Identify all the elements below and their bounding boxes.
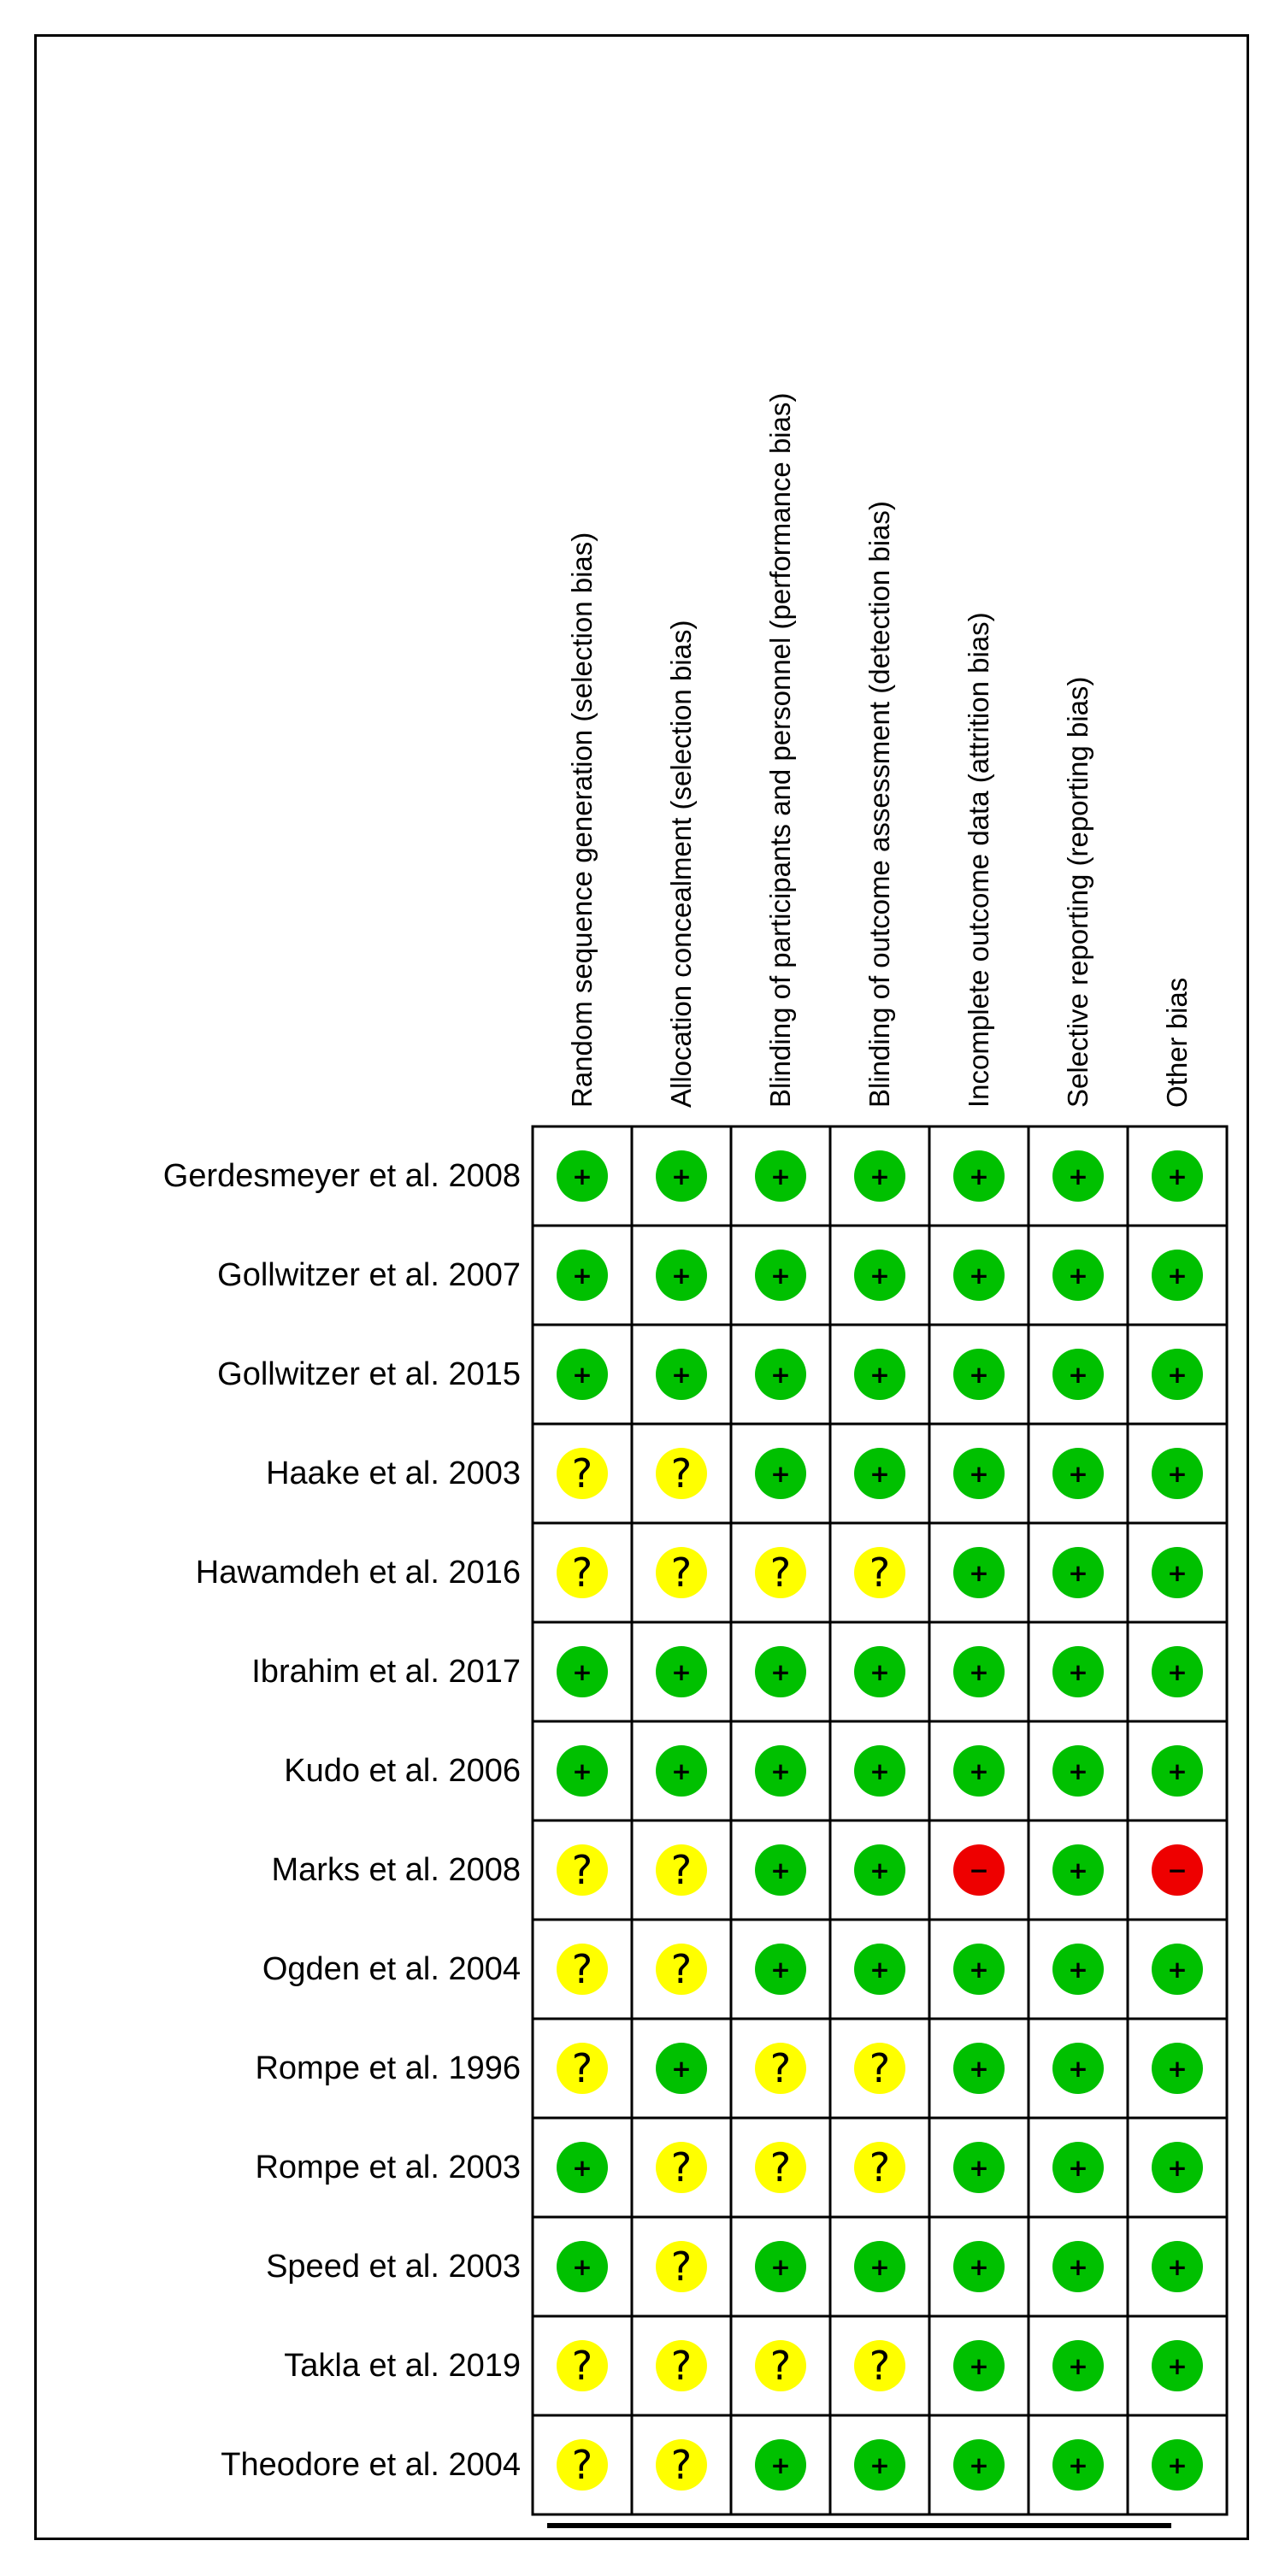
- rating-symbol: ?: [670, 2442, 693, 2488]
- rating-symbol: +: [1167, 1956, 1188, 1984]
- rating-symbol: ?: [769, 2144, 792, 2191]
- rating-symbol: ?: [670, 1550, 693, 1596]
- rating-symbol: −: [969, 1856, 989, 1885]
- rating-symbol: ?: [869, 2343, 891, 2389]
- rating-symbol: +: [572, 1162, 592, 1191]
- domain-header: Selective reporting (reporting bias): [1062, 676, 1093, 1108]
- rating-symbol: +: [869, 1262, 890, 1290]
- rating-symbol: +: [869, 1460, 890, 1488]
- rating-symbol: +: [1068, 1658, 1088, 1686]
- rating-symbol: +: [1167, 2055, 1188, 2083]
- rating-symbol: +: [770, 1956, 791, 1984]
- rating-symbol: +: [1167, 1757, 1188, 1785]
- rating-symbol: +: [770, 1658, 791, 1686]
- study-label: Kudo et al. 2006: [284, 1753, 521, 1789]
- rating-symbol: +: [869, 1162, 890, 1191]
- rating-symbol: +: [1167, 2451, 1188, 2479]
- domain-header: Other bias: [1161, 977, 1193, 1108]
- rating-symbol: ?: [670, 2343, 693, 2389]
- rating-symbol: +: [770, 1757, 791, 1785]
- study-label: Haake et al. 2003: [266, 1456, 521, 1491]
- rating-symbol: ?: [769, 2045, 792, 2091]
- rating-symbol: +: [770, 1856, 791, 1885]
- rating-symbol: +: [671, 1658, 692, 1686]
- domain-header: Random sequence generation (selection bias): [566, 532, 598, 1108]
- rating-symbol: +: [671, 2055, 692, 2083]
- rating-symbol: +: [1167, 2352, 1188, 2380]
- study-label: Takla et al. 2019: [284, 2348, 521, 2384]
- rating-symbol: +: [1068, 2352, 1088, 2380]
- rating-symbol: +: [572, 2154, 592, 2182]
- rating-symbol: +: [869, 1757, 890, 1785]
- rating-symbol: +: [572, 1361, 592, 1389]
- rating-symbol: +: [1167, 1658, 1188, 1686]
- rating-symbol: +: [1068, 1162, 1088, 1191]
- rating-symbol: +: [572, 1757, 592, 1785]
- rating-symbol: +: [671, 1162, 692, 1191]
- rating-symbol: +: [869, 1956, 890, 1984]
- rating-symbol: +: [1167, 1460, 1188, 1488]
- rating-symbol: +: [1068, 2451, 1088, 2479]
- rating-symbol: +: [770, 2253, 791, 2281]
- rating-symbol: +: [770, 2451, 791, 2479]
- rating-symbol: ?: [571, 1946, 593, 1992]
- rating-symbol: +: [770, 1262, 791, 1290]
- rating-symbol: +: [969, 2055, 989, 2083]
- rating-symbol: ?: [571, 2343, 593, 2389]
- rating-symbol: +: [969, 1559, 989, 1587]
- study-label: Theodore et al. 2004: [221, 2447, 521, 2483]
- rating-symbol: +: [1167, 1262, 1188, 1290]
- rating-symbol: ?: [670, 1946, 693, 1992]
- domain-header: Allocation concealment (selection bias): [665, 620, 697, 1108]
- rating-symbol: +: [1068, 1956, 1088, 1984]
- rating-symbol: +: [1068, 1757, 1088, 1785]
- rating-symbol: +: [1068, 2253, 1088, 2281]
- rating-symbol: +: [1167, 1361, 1188, 1389]
- rating-symbol: +: [572, 1262, 592, 1290]
- rating-symbol: +: [1068, 1559, 1088, 1587]
- domain-header: Blinding of outcome assessment (detection bias): [864, 501, 895, 1108]
- rating-symbol: +: [869, 1856, 890, 1885]
- rating-symbol: ?: [670, 1450, 693, 1497]
- rating-symbol: +: [969, 1262, 989, 1290]
- rating-symbol: ?: [571, 1847, 593, 1893]
- rating-symbol: +: [969, 2253, 989, 2281]
- rating-symbol: +: [770, 1460, 791, 1488]
- rating-symbol: +: [1068, 1460, 1088, 1488]
- rating-symbol: +: [1068, 1856, 1088, 1885]
- study-label: Gollwitzer et al. 2007: [217, 1257, 521, 1293]
- rating-symbol: +: [1068, 2055, 1088, 2083]
- rating-symbol: +: [572, 1658, 592, 1686]
- rating-symbol: +: [969, 1658, 989, 1686]
- rating-symbol: ?: [769, 2343, 792, 2389]
- domain-header: Incomplete outcome data (attrition bias): [963, 612, 994, 1108]
- study-label: Marks et al. 2008: [271, 1852, 521, 1888]
- study-label: Speed et al. 2003: [266, 2249, 521, 2285]
- rating-symbol: +: [1167, 2154, 1188, 2182]
- rating-symbol: +: [671, 1757, 692, 1785]
- rating-symbol: +: [969, 2352, 989, 2380]
- study-label: Ibrahim et al. 2017: [251, 1654, 521, 1690]
- rating-symbol: +: [969, 1460, 989, 1488]
- study-label: Rompe et al. 1996: [255, 2050, 521, 2086]
- rating-symbol: +: [1167, 2253, 1188, 2281]
- rating-symbol: +: [969, 2154, 989, 2182]
- rating-symbol: +: [1167, 1162, 1188, 1191]
- rating-symbol: ?: [670, 2144, 693, 2191]
- rating-symbol: +: [1068, 2154, 1088, 2182]
- rating-symbol: ?: [869, 1550, 891, 1596]
- rating-symbol: ?: [670, 1847, 693, 1893]
- study-label: Ogden et al. 2004: [262, 1951, 521, 1987]
- rating-symbol: ?: [769, 1550, 792, 1596]
- rating-symbol: +: [969, 2451, 989, 2479]
- rating-symbol: ?: [571, 1450, 593, 1497]
- study-label: Rompe et al. 2003: [255, 2150, 521, 2185]
- study-label: Gollwitzer et al. 2015: [217, 1356, 521, 1392]
- rating-symbol: ?: [571, 2045, 593, 2091]
- rating-symbol: ?: [869, 2045, 891, 2091]
- rating-symbol: +: [770, 1361, 791, 1389]
- rating-symbol: +: [671, 1262, 692, 1290]
- study-label: Hawamdeh et al. 2016: [195, 1555, 521, 1591]
- rating-symbol: +: [969, 1757, 989, 1785]
- rating-symbol: −: [1167, 1856, 1188, 1885]
- rating-symbol: +: [969, 1361, 989, 1389]
- rating-symbol: +: [869, 1658, 890, 1686]
- rating-symbol: +: [869, 2253, 890, 2281]
- rating-symbol: ?: [670, 2244, 693, 2290]
- rating-symbol: +: [1167, 1559, 1188, 1587]
- bottom-rule: [547, 2523, 1171, 2528]
- rating-symbol: +: [1068, 1262, 1088, 1290]
- rating-symbol: +: [770, 1162, 791, 1191]
- rating-symbol: +: [869, 1361, 890, 1389]
- rating-symbol: +: [671, 1361, 692, 1389]
- domain-header: Blinding of participants and personnel (performance bias): [764, 392, 796, 1108]
- rating-symbol: ?: [571, 1550, 593, 1596]
- study-label: Gerdesmeyer et al. 2008: [162, 1158, 521, 1194]
- rating-symbol: ?: [571, 2442, 593, 2488]
- rating-symbol: +: [1068, 1361, 1088, 1389]
- rating-symbol: +: [969, 1162, 989, 1191]
- rating-symbol: +: [869, 2451, 890, 2479]
- rating-symbol: +: [969, 1956, 989, 1984]
- rating-symbol: +: [572, 2253, 592, 2281]
- rating-symbol: ?: [869, 2144, 891, 2191]
